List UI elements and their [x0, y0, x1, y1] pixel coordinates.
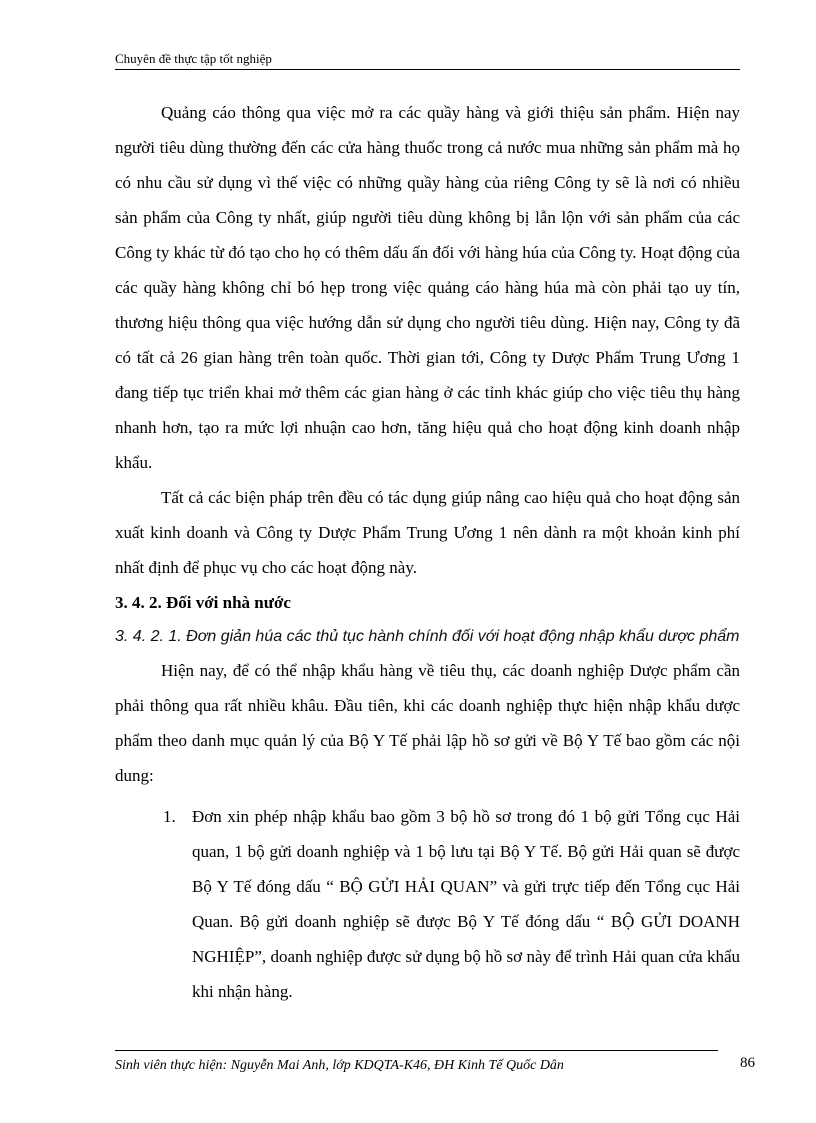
page-number: 86 — [740, 1055, 755, 1071]
requirements-list — [115, 799, 740, 1009]
section-heading: 3. 4. 2. Đối với nhà nước — [115, 593, 291, 612]
page-header — [115, 51, 740, 70]
header-title: Chuyên đề thực tập tốt nghiệp — [115, 51, 272, 66]
footer-divider — [115, 1050, 718, 1051]
subsection-heading: 3. 4. 2. 1. Đơn giản húa các thủ tục hành chính đối với hoạt động nhập khẩu dược phẩm — [115, 628, 740, 645]
list-item-number: 1. — [163, 807, 176, 826]
footer-author: Sinh viên thực hiện: Nguyễn Mai Anh, lớp KDQTA-K46, ĐH Kinh Tế Quốc Dân — [115, 1058, 564, 1073]
list-item — [115, 799, 740, 1009]
list-item-text: Đơn xin phép nhập khẩu bao gồm 3 bộ hồ sơ trong đó 1 bộ gửi Tổng cục Hải quan, 1 bộ gửi doanh nghiệp và 1 bộ lưu tại Bộ Y Tế. Bộ gửi Hải quan sẽ được Bộ Y Tế đóng dấu “ BỘ GỬI HẢI QUAN” và gửi trực tiếp đến Tổng cục Hải Quan. Bộ gửi doanh nghiệp sẽ được Bộ Y Tế đóng dấu “ BỘ GỬI DOANH NGHIỆP”, doanh nghiệp được sử dụng bộ hồ sơ này để trình Hải quan cửa khẩu khi nhận hàng. — [192, 807, 740, 1001]
paragraph-quay-hang: Quảng cáo thông qua việc mở ra các quầy hàng và giới thiệu sản phẩm. Hiện nay người tiêu dùng thường đến các cửa hàng thuốc trong cả nước mua những sản phẩm mà họ có nhu cầu sử dụng vì thế việc có những quầy hàng của riêng Công ty sẽ là nơi có nhiều sản phẩm của Công ty nhất, giúp người tiêu dùng không bị lẫn lộn với sản phẩm của các Công ty khác từ đó tạo cho họ có thêm dấu ấn đối với hàng húa của Công ty. Hoạt động của các quầy hàng không chỉ bó hẹp trong việc quảng cáo hàng húa mà còn phải tạo uy tín, thương hiệu thông qua việc hướng dẫn sử dụng cho người tiêu dùng. Hiện nay, Công ty đã có tất cả 26 gian hàng trên toàn quốc. Thời gian tới, Công ty Dược Phẩm Trung Ương 1 đang tiếp tục triển khai mở thêm các gian hàng ở các tỉnh khác giúp cho việc tiêu thụ hàng nhanh hơn, tạo ra mức lợi nhuận cao hơn, tăng hiệu quả cho hoạt động kinh doanh nhập khẩu. — [115, 103, 740, 472]
page-footer — [115, 1057, 755, 1075]
paragraph-thu-tuc: Hiện nay, để có thể nhập khẩu hàng về tiêu thụ, các doanh nghiệp Dược phẩm cần phải thông qua rất nhiều khâu. Đầu tiên, khi các doanh nghiệp thực hiện nhập khẩu dược phẩm theo danh mục quản lý của Bộ Y Tế phải lập hồ sơ gửi về Bộ Y Tế bao gồm các nội dung: — [115, 661, 740, 785]
page-body — [115, 95, 740, 1009]
paragraph-bien-phap: Tất cả các biện pháp trên đều có tác dụng giúp nâng cao hiệu quả cho hoạt động sản xuất kinh doanh và Công ty Dược Phẩm Trung Ương 1 nên dành ra một khoản kinh phí nhất định để phục vụ cho các hoạt động này. — [115, 488, 740, 577]
